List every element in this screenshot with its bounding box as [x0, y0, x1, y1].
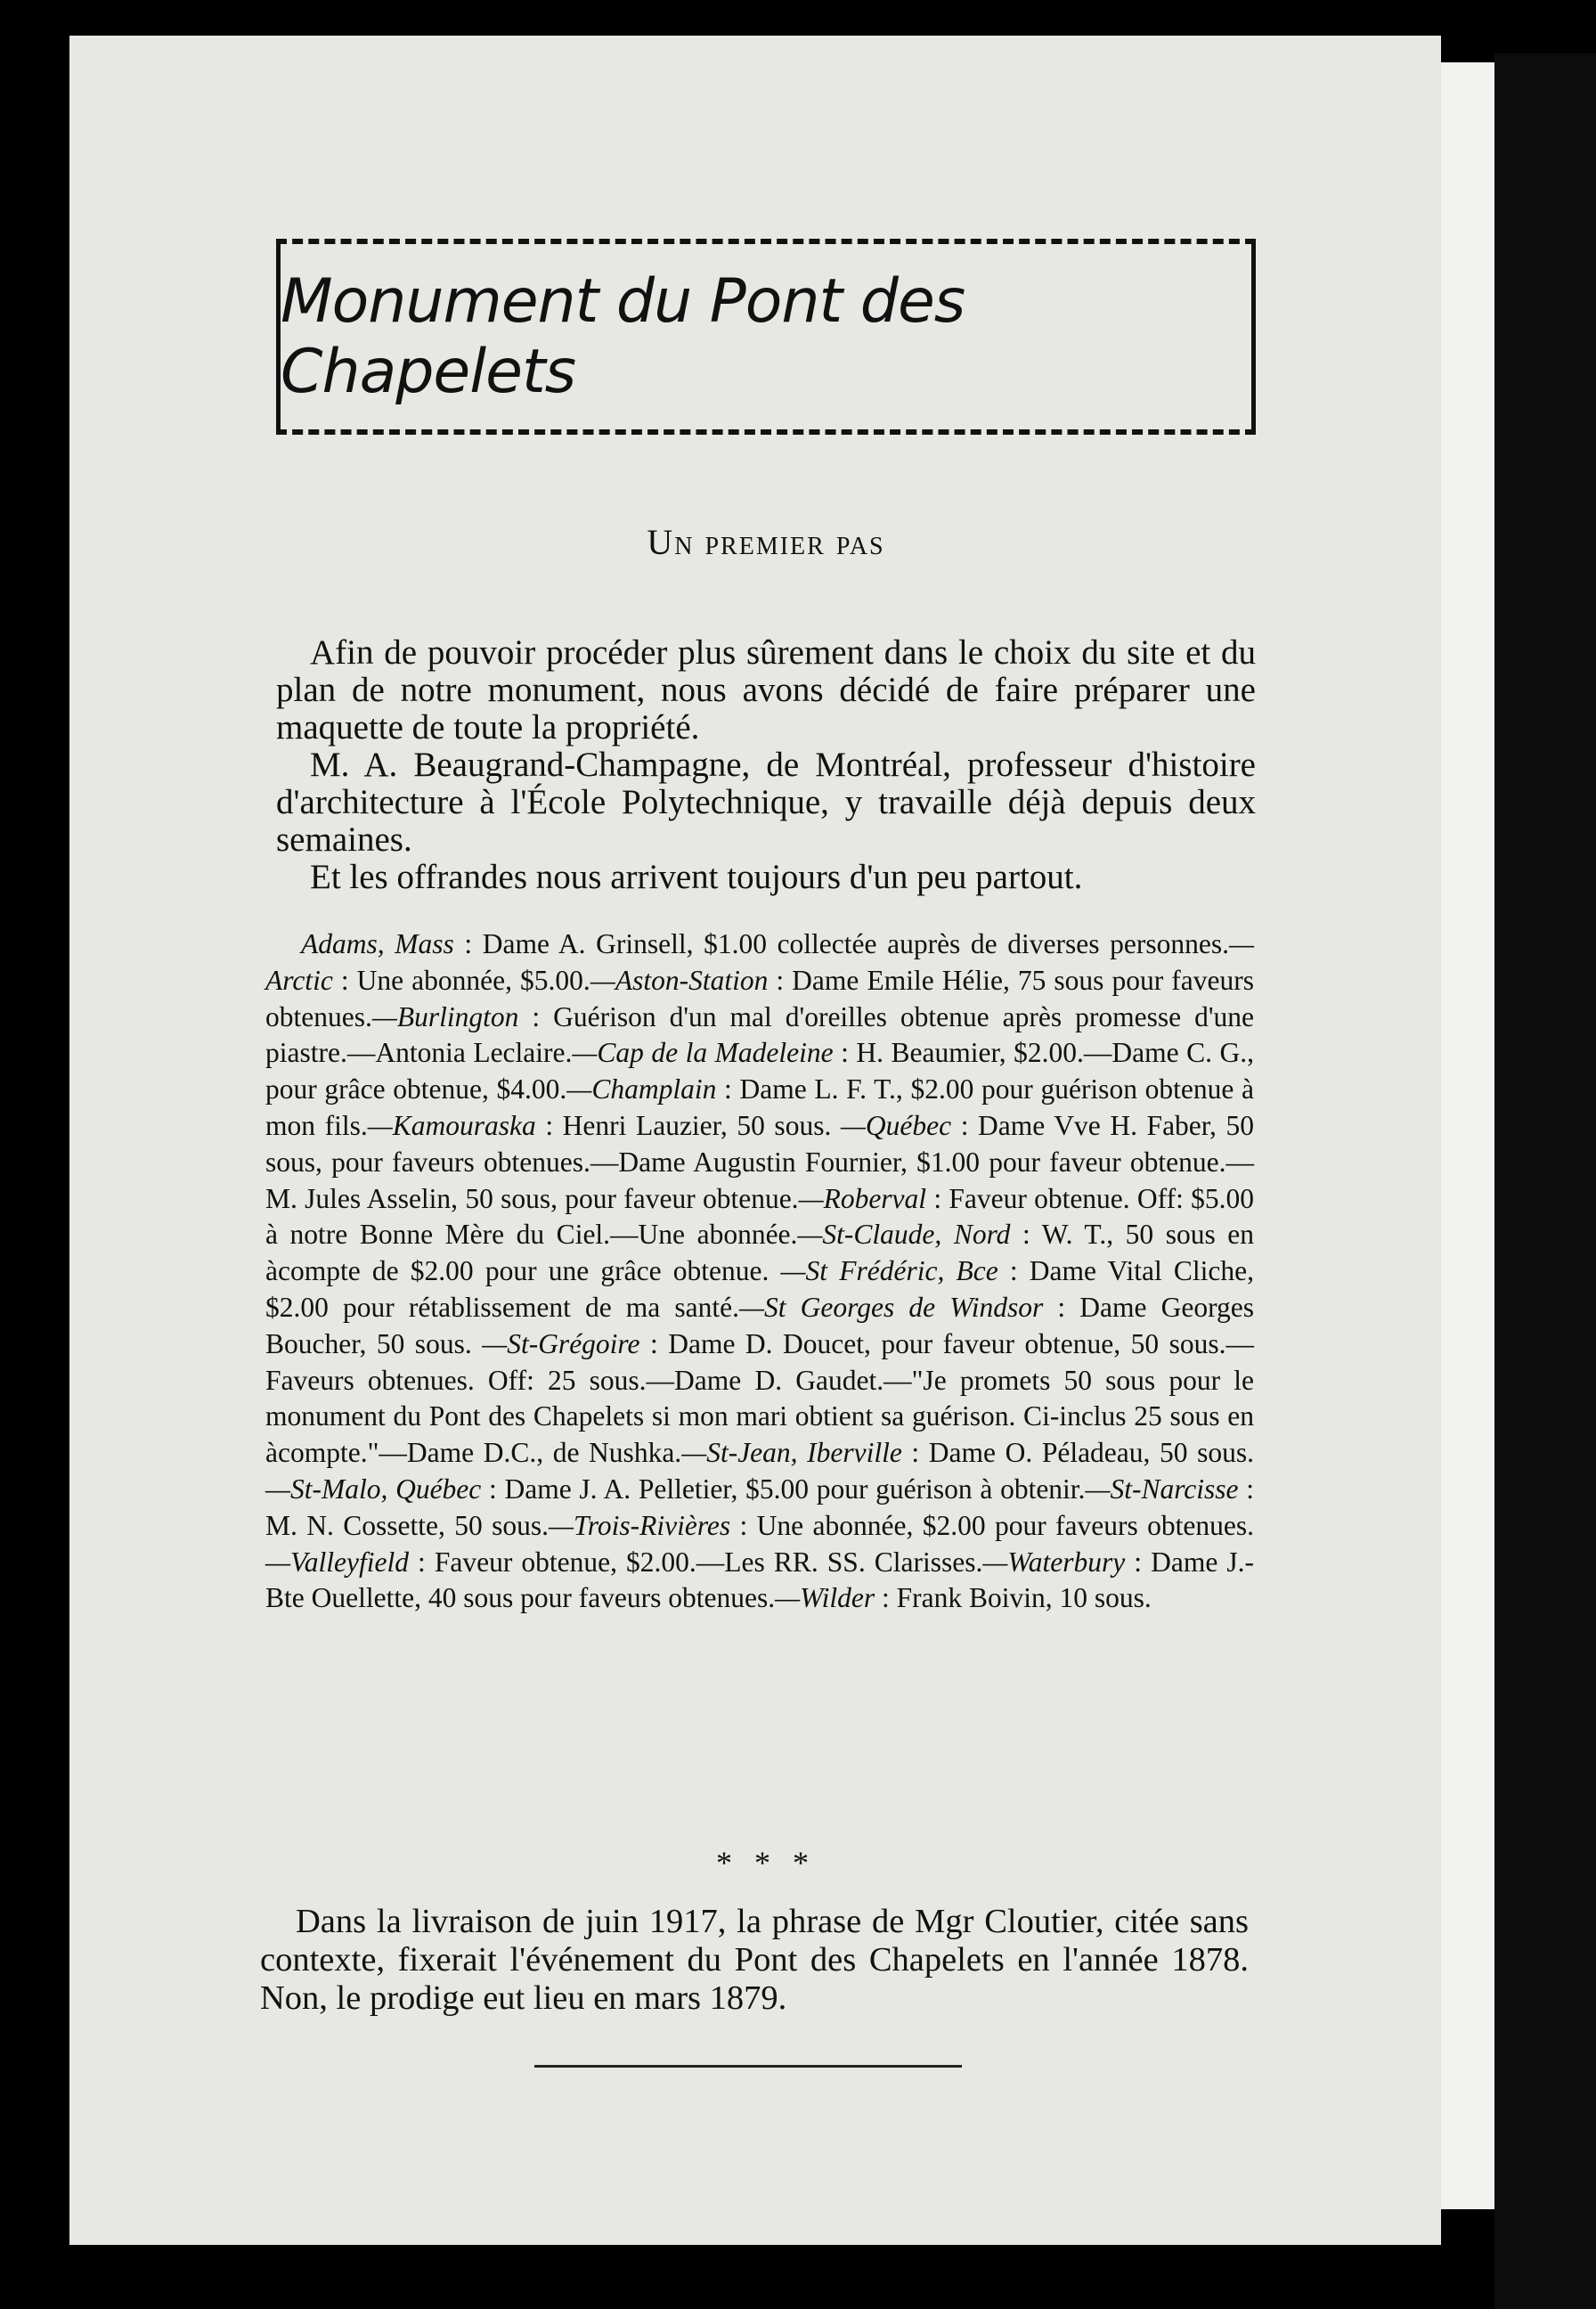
offering-place: —St Georges de Windsor	[739, 1291, 1044, 1323]
offering-text: : Dame O. Péladeau, 50 sous.	[901, 1437, 1254, 1469]
offerings-list	[265, 926, 1254, 1617]
offering-text: : Dame Georges Boucher, 50 sous.	[265, 1291, 1254, 1359]
offering-text: : Dame A. Grinsell, $1.00 collectée auprès de diverses personnes.	[453, 928, 1229, 959]
offering-place: —Arctic	[265, 928, 1254, 996]
facing-page-edge	[1441, 62, 1494, 2209]
offering-place: —Trois-Rivières	[549, 1509, 731, 1541]
offering-place: —Roberval	[798, 1182, 927, 1214]
offering-place: —St-Grégoire	[482, 1327, 640, 1359]
offering-place: —Burlington	[371, 1000, 519, 1032]
offering-text: : Henri Lauzier, 50 sous.	[535, 1109, 841, 1141]
offering-text: : Une abonnée, $2.00 pour faveurs obtenues.	[730, 1509, 1254, 1541]
offering-place: —St-Narcisse	[1085, 1473, 1239, 1505]
offering-text: : Dame Emile Hélie, 75 sous pour faveurs obtenues.	[265, 964, 1254, 1032]
offering-place: —St-Claude, Nord	[797, 1219, 1011, 1251]
offering-place: —Kamouraska	[367, 1109, 536, 1141]
section-separator: * * *	[716, 1845, 816, 1881]
intro-text	[276, 634, 1256, 896]
offering-text: : Dame J.-Bte Ouellette, 40 sous pour faveurs obtenues.	[265, 1546, 1254, 1614]
closing-paragraph: Dans la livraison de juin 1917, la phrase de Mgr Cloutier, citée sans contexte, fixerait l'événement du Pont des Chapelets en l'année 1878. Non, le prodige eut lieu en mars 1879.	[260, 1903, 1249, 2017]
offering-text: : Dame L. F. T., $2.00 pour guérison obtenue à mon fils.	[265, 1073, 1254, 1141]
closing-text	[260, 1903, 1249, 2018]
intro-paragraph: Et les offrandes nous arrivent toujours d'un peu partout.	[310, 858, 1083, 896]
offering-text: : Dame J. A. Pelletier, $5.00 pour guérison à obtenir.	[481, 1473, 1086, 1505]
end-rule	[534, 2065, 962, 2068]
offering-text: : Faveur obtenue. Off: $5.00 à notre Bonne Mère du Ciel.—Une abonnée.	[265, 1182, 1254, 1251]
offering-text: : M. N. Cossette, 50 sous.	[265, 1473, 1254, 1541]
offering-place: —Cap de la Madeleine	[572, 1037, 834, 1069]
offering-place: —Québec	[840, 1109, 952, 1141]
title-frame	[276, 239, 1256, 435]
intro-paragraph: M. A. Beaugrand-Champagne, de Montréal, professeur d'histoire d'architecture à l'École Polytechnique, y travaille déjà depuis deux semaines.	[276, 746, 1256, 859]
section-subtitle: Un premier pas	[647, 522, 885, 562]
offering-text: : Une abonnée, $5.00.	[332, 964, 590, 996]
offering-text: : Dame Vital Cliche, $2.00 pour rétablissement de ma santé.	[265, 1255, 1255, 1323]
offering-place: —Wilder	[775, 1582, 875, 1614]
offering-place: —St Frédéric, Bce	[780, 1255, 998, 1287]
offering-text: : H. Beaumier, $2.00.—Dame C. G., pour grâce obtenue, $4.00.	[265, 1037, 1254, 1106]
offering-place: —Aston-Station	[590, 964, 769, 996]
offering-text: : Dame Vve H. Faber, 50 sous, pour faveurs obtenues.—Dame Augustin Fournier, $1.00 pour faveur obtenue.—M. Jules Asselin, 50 sous, pour faveur obtenue.	[265, 1109, 1254, 1214]
offering-place: Adams, Mass	[301, 928, 454, 959]
offering-text: : Guérison d'un mal d'oreilles obtenue après promesse d'une piastre.—Antonia Leclaire.	[265, 1000, 1254, 1069]
intro-paragraph: Afin de pouvoir procéder plus sûrement dans le choix du site et du plan de notre monument, nous avons décidé de faire préparer une maquette de toute la propriété.	[276, 633, 1256, 747]
offering-text: : Frank Boivin, 10 sous.	[875, 1582, 1152, 1614]
offering-place: —St-Malo, Québec	[265, 1473, 482, 1505]
offering-place: —Waterbury	[982, 1546, 1126, 1578]
offering-place: —Champlain	[566, 1073, 717, 1106]
offering-place: —St-Jean, Iberville	[681, 1437, 902, 1469]
offering-text: : Faveur obtenue, $2.00.—Les RR. SS. Clarisses.	[408, 1546, 983, 1578]
offerings-paragraph	[265, 926, 1254, 1617]
scan-border	[1494, 53, 1596, 2309]
offering-text: : Dame D. Doucet, pour faveur obtenue, 50 sous.—Faveurs obtenues. Off: 25 sous.—Dame D. Gaudet.—"Je promets 50 sous pour le monument du Pont des Chapelets si mon mari obtient sa guérison. Ci-inclus 25 sous en àcompte."—Dame D.C., de Nushka.	[265, 1327, 1254, 1469]
offering-text: : W. T., 50 sous en àcompte de $2.00 pour une grâce obtenue.	[265, 1219, 1254, 1287]
offering-place: —Valleyfield	[265, 1546, 409, 1578]
page-title: Monument du Pont des Chapelets	[281, 266, 965, 407]
